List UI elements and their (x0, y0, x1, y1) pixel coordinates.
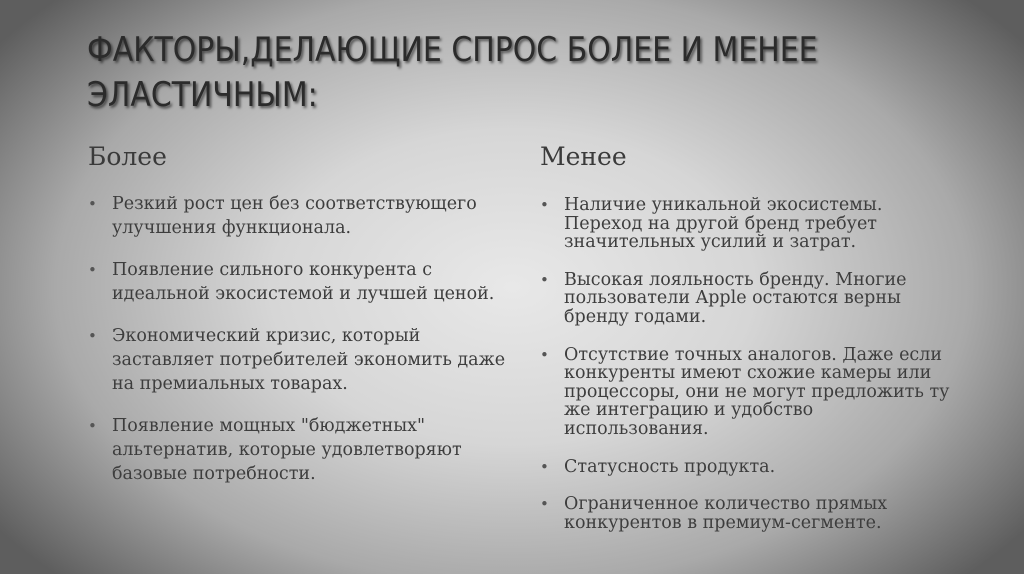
column-more-elastic (88, 142, 508, 504)
list-item: • Экономический кризис, который заставляет потребителей экономить даже на премиальных товарах. (88, 324, 508, 396)
slide-title (87, 28, 861, 118)
bullet-list-more (88, 192, 508, 486)
list-item: • Появление сильного конкурента с идеальной экосистемой и лучшей ценой. (88, 258, 508, 306)
list-item: • Статусность продукта. (540, 458, 960, 477)
list-item: • Наличие уникальной экосистемы. Переход на другой бренд требует значительных усилий и затрат. (540, 196, 960, 252)
list-item: • Высокая лояльность бренду. Многие пользователи Apple остаются верны бренду годами. (540, 271, 960, 327)
bullet-list-less (540, 196, 960, 532)
list-item: • Отсутствие точных аналогов. Даже если конкуренты имеют схожие камеры или процессоры, они не могут предложить ту же интеграцию и удобство использования. (540, 346, 960, 439)
slide-title-line-2: ЭЛАСТИЧНЫМ: (87, 75, 318, 115)
list-item: • Ограниченное количество прямых конкурентов в премиум-сегменте. (540, 495, 960, 532)
column-less-elastic (540, 142, 960, 551)
list-item: • Резкий рост цен без соответствующего улучшения функционала. (88, 192, 508, 240)
column-heading-more: Более (88, 142, 167, 171)
column-heading-less: Менее (540, 142, 627, 171)
slide-title-line-1: ФАКТОРЫ,ДЕЛАЮЩИЕ СПРОС БОЛЕЕ И МЕНЕЕ (87, 30, 818, 70)
list-item: • Появление мощных "бюджетных" альтернатив, которые удовлетворяют базовые потребности. (88, 414, 508, 486)
